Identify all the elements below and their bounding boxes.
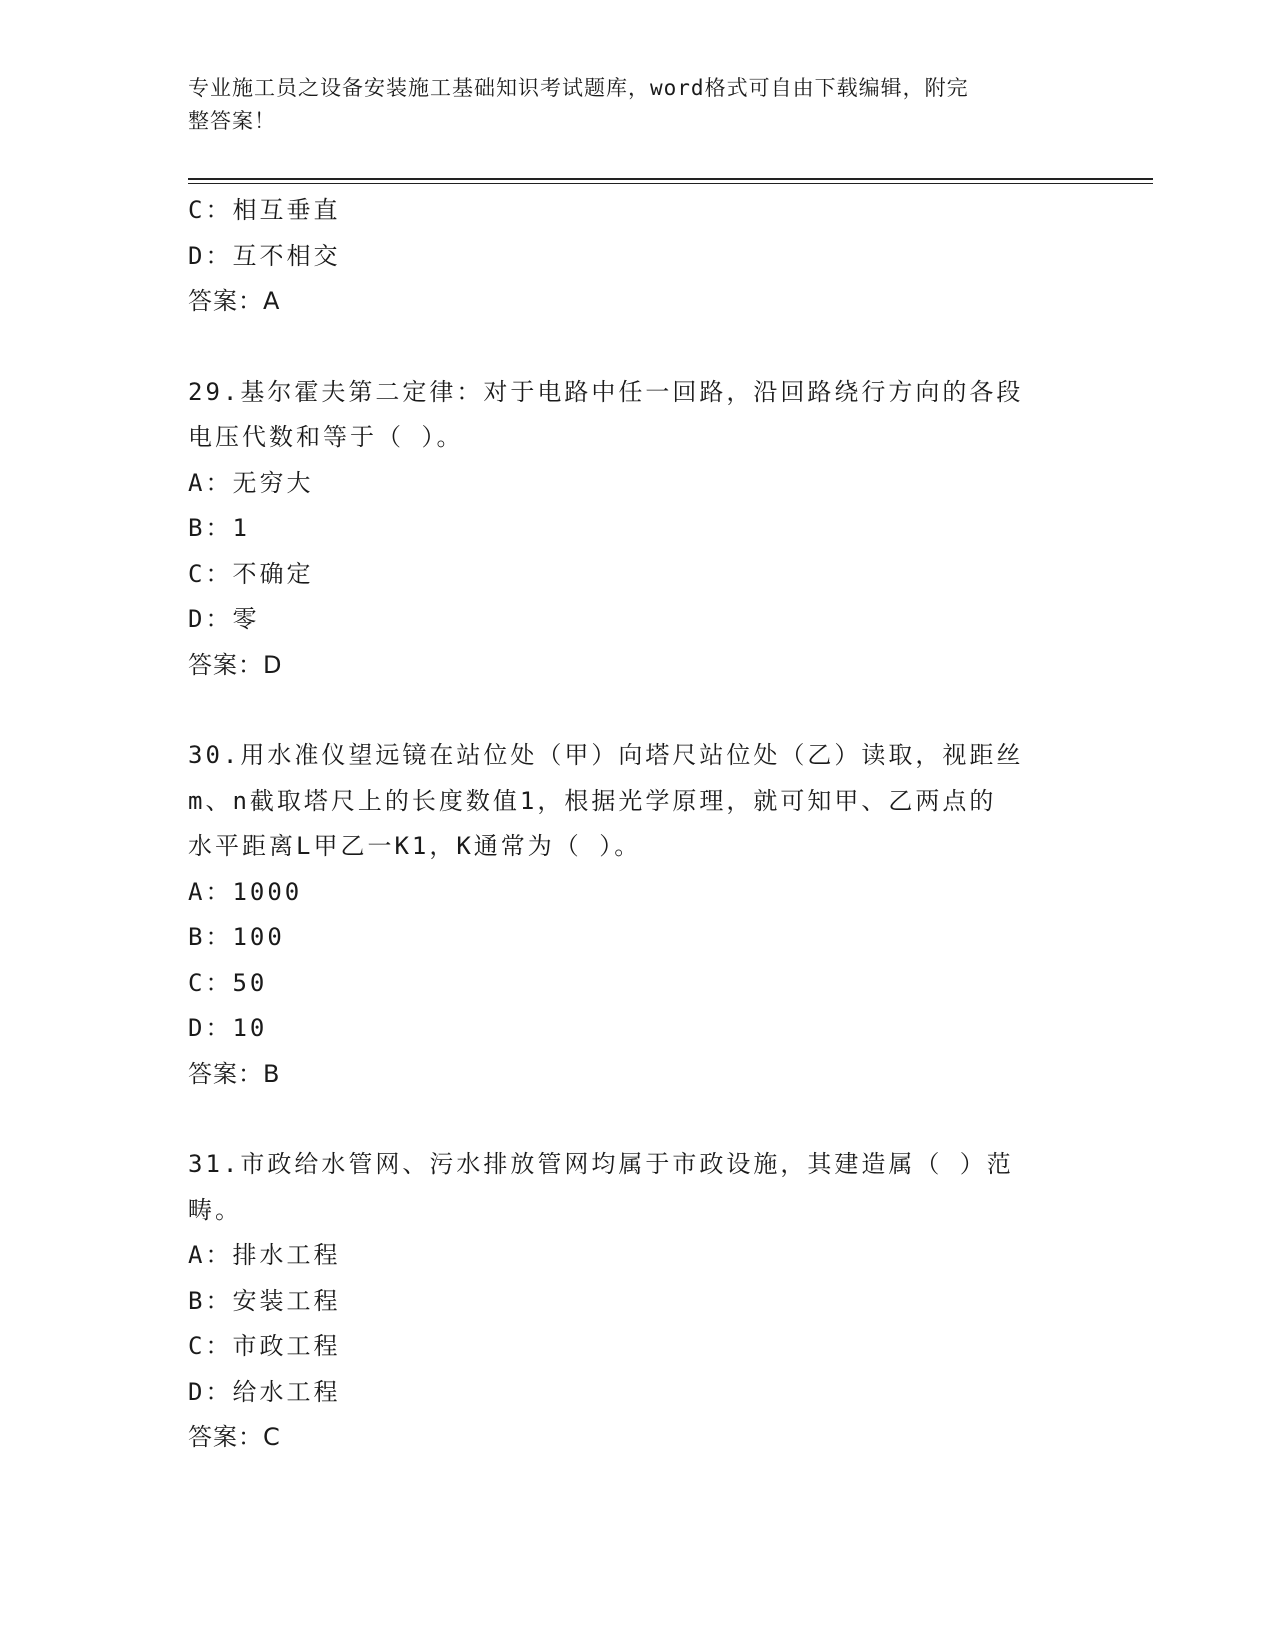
- question-text-line: 30.用水准仪望远镜在站位处（甲）向塔尺站位处（乙）读取，视距丝: [188, 741, 1024, 769]
- header-divider-thick: [188, 178, 1153, 180]
- answer: 答案：C: [188, 1423, 281, 1451]
- option-c: C：相互垂直: [188, 196, 341, 224]
- question-31: [188, 1142, 1088, 1461]
- header-line-1: 专业施工员之设备安装施工基础知识考试题库，word格式可自由下载编辑，附完: [188, 76, 969, 100]
- question-text-line: 水平距离L甲乙一K1，K通常为（ ）。: [188, 832, 642, 860]
- option-d: D：互不相交: [188, 241, 341, 270]
- option-a: A：1000: [188, 877, 303, 906]
- question-text-line: 29.基尔霍夫第二定律：对于电路中任一回路，沿回路绕行方向的各段: [188, 377, 1024, 406]
- question-30: [188, 733, 1088, 1097]
- question-28-partial: [188, 188, 1088, 325]
- answer: 答案：A: [188, 287, 281, 315]
- option-b: B：1: [188, 514, 250, 542]
- option-a: A：排水工程: [188, 1241, 341, 1269]
- option-a: A：无穷大: [188, 468, 314, 497]
- question-text-line: 31.市政给水管网、污水排放管网均属于市政设施，其建造属（ ）范: [188, 1150, 1014, 1178]
- header-divider-thin: [188, 183, 1153, 184]
- option-d: D：给水工程: [188, 1377, 341, 1406]
- option-b: B：100: [188, 923, 285, 951]
- question-29: [188, 370, 1088, 689]
- option-d: D：10: [188, 1014, 268, 1042]
- answer: 答案：D: [188, 650, 283, 679]
- option-c: C：不确定: [188, 559, 314, 588]
- answer: 答案：B: [188, 1059, 281, 1088]
- question-text-line: 畴。: [188, 1195, 242, 1224]
- question-text-line: 电压代数和等于（ ）。: [188, 423, 464, 451]
- option-c: C：市政工程: [188, 1332, 341, 1360]
- document-header: [188, 72, 1068, 138]
- header-line-2: 整答案！: [188, 109, 276, 133]
- option-d: D：零: [188, 605, 260, 633]
- question-list: [188, 188, 1088, 1461]
- option-c: C：50: [188, 968, 268, 997]
- question-text-line: m、n截取塔尺上的长度数值1，根据光学原理，就可知甲、乙两点的: [188, 786, 997, 815]
- option-b: B：安装工程: [188, 1286, 341, 1315]
